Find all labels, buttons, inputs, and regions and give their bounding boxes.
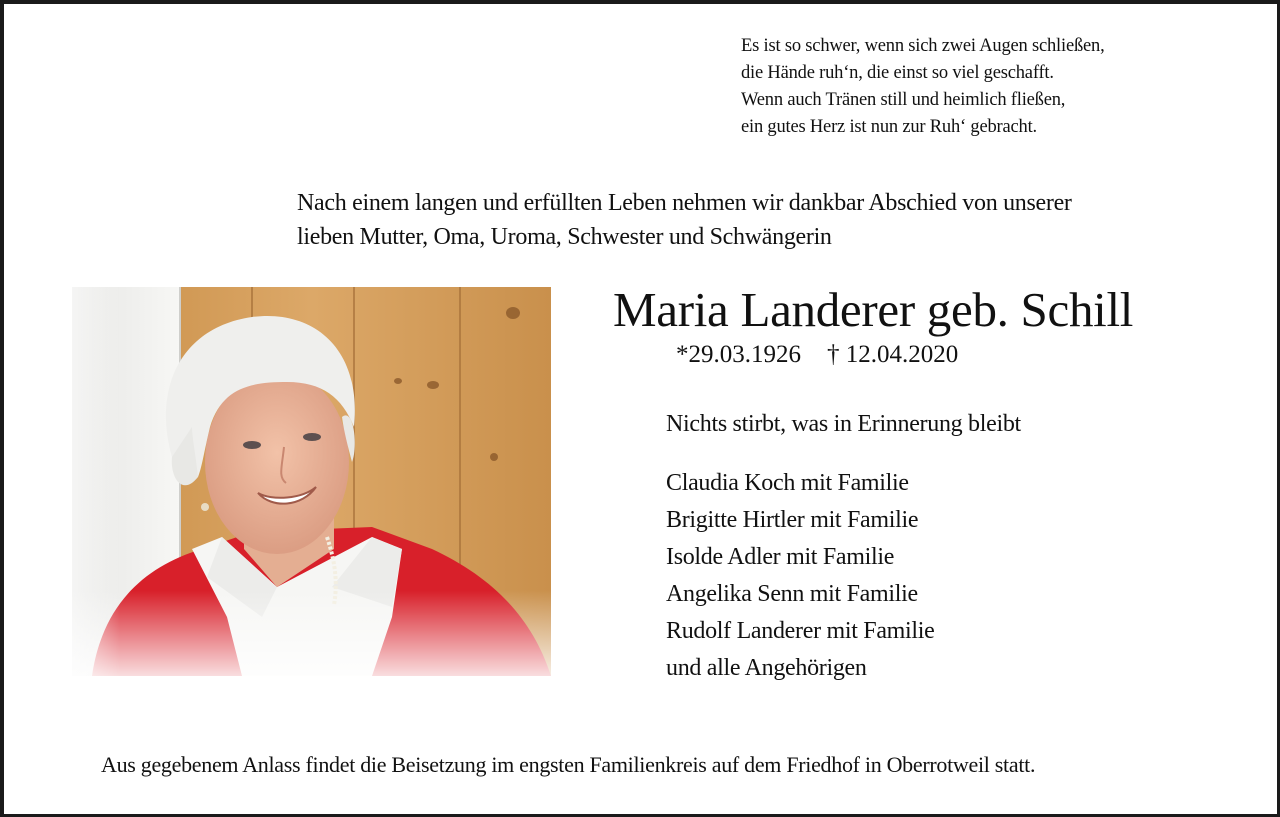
deceased-name: Maria Landerer geb. Schill bbox=[613, 282, 1134, 337]
burial-notice: Aus gegebenem Anlass findet die Beisetzung im engsten Familienkreis auf dem Friedhof in Oberrotweil statt. bbox=[101, 752, 1036, 777]
mourner-entry: Brigitte Hirtler mit Familie bbox=[666, 507, 919, 533]
poem-line: ein gutes Herz ist nun zur Ruh‘ gebracht. bbox=[741, 117, 1037, 137]
life-dates bbox=[676, 339, 958, 371]
birth-date: *29.03.1926 bbox=[676, 341, 801, 368]
poem bbox=[741, 33, 1105, 141]
poem-line: Wenn auch Tränen still und heimlich fließen, bbox=[741, 90, 1066, 110]
portrait-photo bbox=[72, 287, 551, 676]
motto: Nichts stirbt, was in Erinnerung bleibt bbox=[666, 411, 1021, 437]
mourner-entry: Angelika Senn mit Familie bbox=[666, 581, 918, 607]
intro-line: Nach einem langen und erfüllten Leben nehmen wir dankbar Abschied von unserer bbox=[297, 190, 1072, 216]
mourner-entry: Isolde Adler mit Familie bbox=[666, 544, 895, 570]
intro-line: lieben Mutter, Oma, Uroma, Schwester und Schwängerin bbox=[297, 224, 832, 250]
mourners-list bbox=[666, 465, 935, 687]
mourner-entry: Claudia Koch mit Familie bbox=[666, 470, 909, 496]
death-date: † 12.04.2020 bbox=[827, 341, 959, 368]
poem-line: Es ist so schwer, wenn sich zwei Augen schließen, bbox=[741, 36, 1105, 56]
intro-text bbox=[297, 186, 1072, 254]
mourner-entry: und alle Angehörigen bbox=[666, 655, 867, 681]
poem-line: die Hände ruh‘n, die einst so viel geschafft. bbox=[741, 63, 1054, 83]
mourner-entry: Rudolf Landerer mit Familie bbox=[666, 618, 935, 644]
